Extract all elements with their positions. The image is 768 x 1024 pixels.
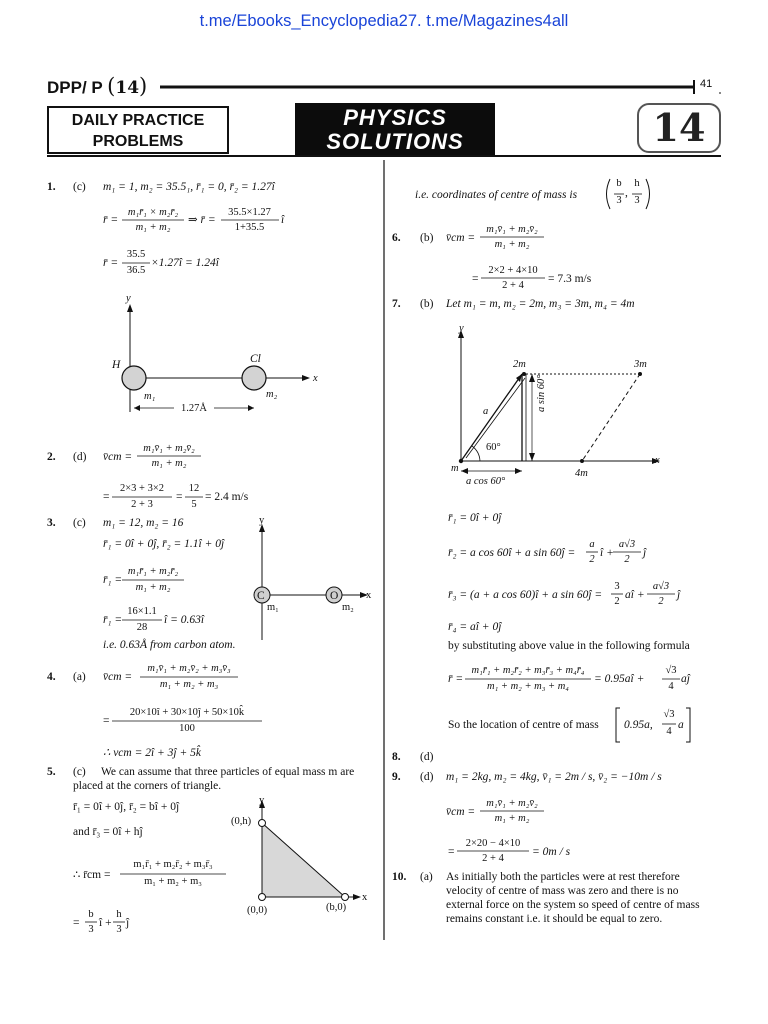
- column-divider: [383, 160, 387, 950]
- daily-practice-box: [47, 106, 229, 154]
- dpp-number: 14: [115, 78, 140, 98]
- q5-coord-parens: [604, 177, 652, 211]
- triangle-diagram: [250, 795, 380, 915]
- box-title-line2: PROBLEMS: [92, 133, 184, 150]
- channel-links: t.me/Ebooks_Encyclopedia27. t.me/Magazines4all: [199, 12, 569, 30]
- box-title-line1: DAILY PRACTICE: [71, 112, 205, 129]
- big-number-badge: 14: [637, 103, 721, 153]
- dpp-label: DPP/ P (14): [47, 74, 148, 98]
- co-diagram: [240, 515, 380, 645]
- hcl-diagram: [100, 292, 360, 422]
- q1-number: 1.: [47, 181, 56, 193]
- q1-option: (c): [73, 181, 86, 193]
- header-rule: [0, 72, 768, 102]
- physics-solutions-banner: PHYSICS SOLUTIONS: [295, 103, 495, 155]
- q1-line1: m₁ = 1, m₂ = 35.5₁, r̄₁ = 0, r̄₂ = 1.27î: [103, 181, 275, 193]
- parallelogram-diagram: [440, 322, 680, 482]
- page-number: 41: [700, 78, 713, 90]
